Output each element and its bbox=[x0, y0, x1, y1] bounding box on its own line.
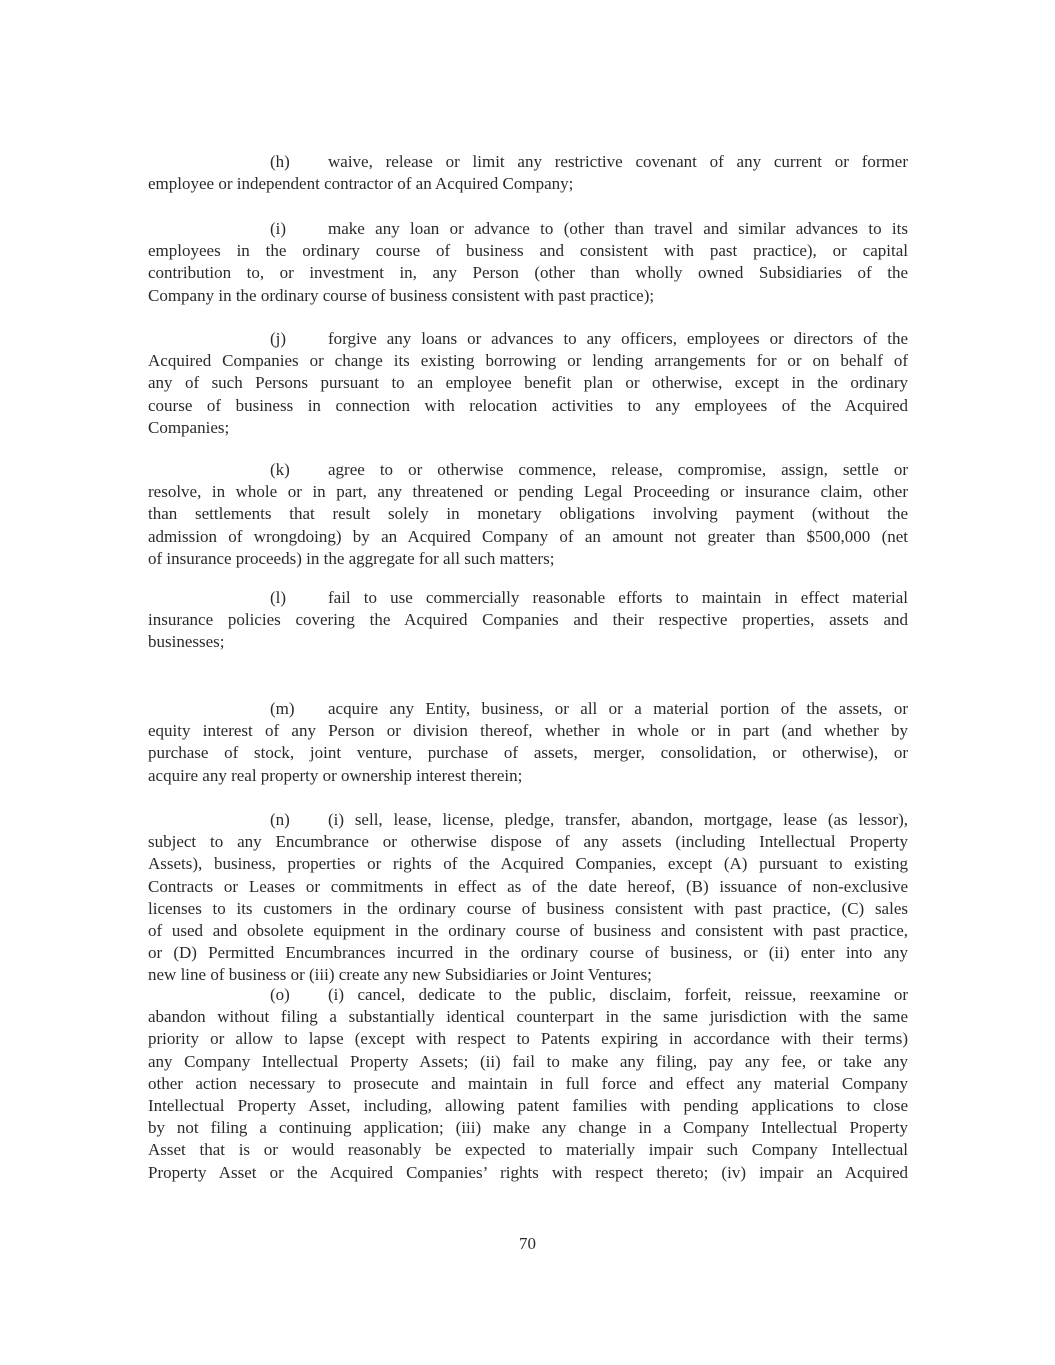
text-line: equity interest of any Person or division thereof, whether in whole or in part (and whether by bbox=[148, 721, 908, 741]
text-line: employee or independent contractor of an Acquired Company; bbox=[148, 174, 574, 194]
clause-label: (k) bbox=[270, 460, 290, 479]
clause-label: (l) bbox=[270, 588, 287, 607]
clause-label: (h) bbox=[270, 152, 290, 171]
text-line: any of such Persons pursuant to an employee benefit plan or otherwise, except in the ordinary bbox=[148, 373, 908, 393]
text-line: Asset that is or would reasonably be expected to materially impair such Company Intellectual bbox=[148, 1140, 908, 1160]
text-line: abandon without filing a substantially identical counterpart in the same jurisdiction with the same bbox=[148, 1007, 908, 1027]
text-line: Companies; bbox=[148, 417, 230, 437]
clause-label: (n) bbox=[270, 810, 290, 829]
text-line: any Company Intellectual Property Assets; (ii) fail to make any filing, pay any fee, or take any bbox=[148, 1051, 908, 1071]
text-line: Company in the ordinary course of business consistent with past practice); bbox=[148, 285, 655, 305]
text-line: (i) cancel, dedicate to the public, disclaim, forfeit, reissue, reexamine or bbox=[328, 985, 908, 1004]
text-line: by not filing a continuing application; (iii) make any change in a Company Intellectual Property bbox=[148, 1118, 908, 1138]
text-line: businesses; bbox=[148, 632, 225, 652]
clause-label: (o) bbox=[270, 985, 290, 1004]
text-line: other action necessary to prosecute and maintain in full force and effect any material Company bbox=[148, 1073, 908, 1093]
text-line: make any loan or advance to (other than travel and similar advances to its bbox=[328, 219, 908, 238]
text-line: priority or allow to lapse (except with respect to Patents expiring in accordance with their terms) bbox=[148, 1029, 908, 1049]
text-line: or (D) Permitted Encumbrances incurred in the ordinary course of business, or (ii) enter into any bbox=[148, 943, 908, 963]
text-line: employees in the ordinary course of business and consistent with past practice), or capital bbox=[148, 241, 908, 261]
paragraph-j bbox=[148, 328, 908, 439]
text-line: Property Asset or the Acquired Companies’ rights with respect thereto; (iv) impair an Acquired bbox=[148, 1162, 908, 1182]
clause-label: (j) bbox=[270, 329, 287, 348]
text-line: Intellectual Property Asset, including, allowing patent families with pending applications to close bbox=[148, 1096, 908, 1116]
text-line: forgive any loans or advances to any officers, employees or directors of the bbox=[328, 329, 908, 348]
text-line: Assets), business, properties or rights of the Acquired Companies, except (A) pursuant to existing bbox=[148, 854, 908, 874]
paragraph-o bbox=[148, 984, 908, 1184]
text-line: admission of wrongdoing) by an Acquired Company of an amount not greater than $500,000 (net bbox=[148, 526, 908, 546]
text-line: licenses to its customers in the ordinary course of business consistent with past practice, (C) sales bbox=[148, 898, 908, 918]
paragraph-h bbox=[148, 151, 908, 195]
text-line: (i) sell, lease, license, pledge, transfer, abandon, mortgage, lease (as lessor), bbox=[328, 810, 908, 829]
text-line: than settlements that result solely in monetary obligations involving payment (without the bbox=[148, 504, 908, 524]
text-line: Contracts or Leases or commitments in effect as of the date hereof, (B) issuance of non-exclusive bbox=[148, 876, 908, 896]
clause-label: (m) bbox=[270, 699, 295, 718]
text-line: fail to use commercially reasonable efforts to maintain in effect material bbox=[328, 588, 908, 607]
paragraph-k bbox=[148, 459, 908, 570]
paragraph-n bbox=[148, 809, 908, 987]
paragraph-l bbox=[148, 587, 908, 654]
text-line: of insurance proceeds) in the aggregate for all such matters; bbox=[148, 548, 555, 568]
text-line: resolve, in whole or in part, any threatened or pending Legal Proceeding or insurance claim, other bbox=[148, 482, 908, 502]
text-line: acquire any Entity, business, or all or a material portion of the assets, or bbox=[328, 699, 908, 718]
page-number: 70 bbox=[519, 1234, 536, 1253]
text-line: new line of business or (iii) create any new Subsidiaries or Joint Ventures; bbox=[148, 965, 652, 985]
text-line: purchase of stock, joint venture, purchase of assets, merger, consolidation, or otherwise), or bbox=[148, 743, 908, 763]
text-line: course of business in connection with relocation activities to any employees of the Acquired bbox=[148, 395, 908, 415]
text-line: agree to or otherwise commence, release, compromise, assign, settle or bbox=[328, 460, 908, 479]
text-line: Acquired Companies or change its existing borrowing or lending arrangements for or on behalf of bbox=[148, 351, 908, 371]
text-line: contribution to, or investment in, any Person (other than wholly owned Subsidiaries of the bbox=[148, 263, 908, 283]
paragraph-m bbox=[148, 698, 908, 787]
text-line: insurance policies covering the Acquired Companies and their respective properties, assets and bbox=[148, 610, 908, 630]
text-line: acquire any real property or ownership interest therein; bbox=[148, 765, 523, 785]
text-line: waive, release or limit any restrictive covenant of any current or former bbox=[328, 152, 908, 171]
text-line: of used and obsolete equipment in the ordinary course of business and consistent with past practice, bbox=[148, 921, 908, 941]
text-line: subject to any Encumbrance or otherwise dispose of any assets (including Intellectual Property bbox=[148, 832, 908, 852]
paragraph-i bbox=[148, 218, 908, 307]
clause-label: (i) bbox=[270, 219, 287, 238]
